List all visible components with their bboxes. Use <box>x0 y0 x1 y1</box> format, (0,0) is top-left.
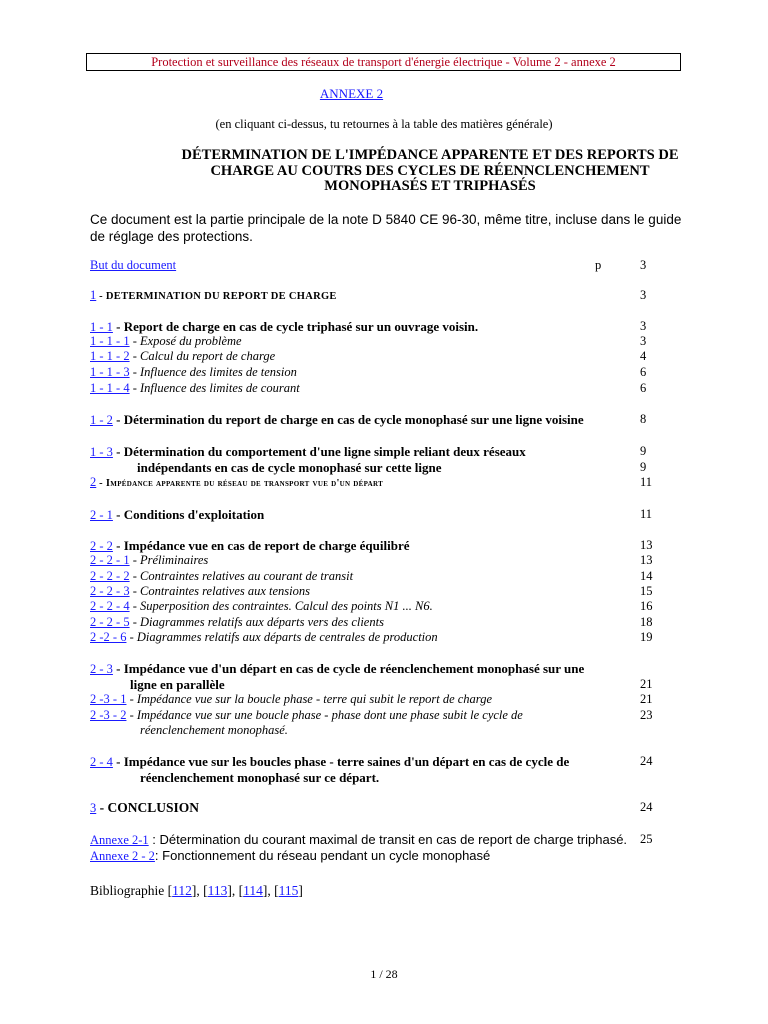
toc-row-1-1-2 <box>90 349 660 364</box>
toc-link-annexe-2-2[interactable]: Annexe 2 - 2 <box>90 849 155 863</box>
bibliography-ref-113[interactable]: 113 <box>207 883 228 898</box>
toc-text: - Conditions d'exploitation <box>112 507 265 522</box>
toc-page: 3 <box>640 319 647 333</box>
toc-row-1-3 <box>90 444 660 460</box>
toc-page: 9 <box>640 460 647 474</box>
toc-page: 21 <box>640 692 653 706</box>
toc-row-2-2 <box>90 538 660 554</box>
toc-page: 15 <box>640 584 653 598</box>
toc-text: - Contraintes relatives au courant de transit <box>129 569 354 583</box>
toc-row-but <box>90 258 660 273</box>
toc-text: - Impédance vue sur la boucle phase - terre qui subit le report de charge <box>126 692 492 706</box>
toc-text: - Influence des limites de courant <box>129 381 300 395</box>
toc-link-1-2[interactable]: 1 - 2 <box>90 413 113 427</box>
toc-row-1-3-cont <box>90 460 660 476</box>
toc-link-2-1[interactable]: 2 - 1 <box>90 508 113 522</box>
toc-row-1 <box>90 288 660 304</box>
toc-text: réenclenchement monophasé. <box>140 723 288 737</box>
toc-row-2-4-cont <box>90 770 660 786</box>
toc-link-1-3[interactable]: 1 - 3 <box>90 445 113 459</box>
toc-link-2[interactable]: 2 <box>90 475 97 489</box>
toc-text: : Détermination du courant maximal de transit en cas de report de charge triphasé. <box>148 832 628 847</box>
toc-page: 3 <box>640 258 647 272</box>
toc-row-2-2-2 <box>90 569 660 584</box>
toc-page: 11 <box>640 475 653 489</box>
bibliography: Bibliographie [112], [113], [114], [115] <box>90 883 303 898</box>
toc-row-3 <box>90 800 660 816</box>
toc-text: - Diagrammes relatifs aux départs vers des clients <box>129 615 384 629</box>
toc-page: 3 <box>640 334 647 348</box>
toc-text: - Diagrammes relatifs aux départs de centrales de production <box>126 630 438 644</box>
toc-page: 14 <box>640 569 653 583</box>
toc-text: ligne en parallèle <box>130 677 225 692</box>
toc-link-2-3-1[interactable]: 2 -3 - 1 <box>90 692 127 706</box>
toc-link-annexe-2-1[interactable]: Annexe 2-1 <box>90 833 149 847</box>
toc-page: 25 <box>640 832 653 846</box>
toc-text: - Calcul du report de charge <box>129 349 276 363</box>
toc-text: - Préliminaires <box>129 553 209 567</box>
bibliography-ref-112[interactable]: 112 <box>172 883 192 898</box>
toc-row-2-1 <box>90 507 660 523</box>
toc-link-2-2-4[interactable]: 2 - 2 - 4 <box>90 599 130 613</box>
toc-row-2-3-2-cont <box>90 723 660 738</box>
toc-link-2-2-2[interactable]: 2 - 2 - 2 <box>90 569 130 583</box>
toc-text: - Impédance apparente du réseau de transport vue d'un départ <box>96 478 384 489</box>
toc-text: - Influence des limites de tension <box>129 365 297 379</box>
toc-row-2-3-cont <box>90 677 660 693</box>
toc-page: 3 <box>640 288 647 302</box>
toc-link-2-2-5[interactable]: 2 - 2 - 5 <box>90 615 130 629</box>
toc-page: 24 <box>640 754 653 768</box>
annexe-link-container <box>0 86 703 102</box>
toc-page: 13 <box>640 553 653 567</box>
toc-row-1-2 <box>90 412 660 428</box>
toc-link-1[interactable]: 1 <box>90 288 97 302</box>
toc-text: - CONCLUSION <box>96 800 200 815</box>
toc-text: - Report de charge en cas de cycle triphasé sur un ouvrage voisin. <box>112 319 479 334</box>
toc-row-2-3-2 <box>90 708 660 723</box>
toc-row-1-1-3 <box>90 365 660 380</box>
toc-text: - Impédance vue en cas de report de charge équilibré <box>112 538 410 553</box>
annexe-2-link[interactable]: ANNEXE 2 <box>319 86 384 101</box>
toc-row-2-3-1 <box>90 692 660 707</box>
toc-row-2-2-4 <box>90 599 660 614</box>
intro-paragraph: Ce document est la partie principale de la note D 5840 CE 96-30, même titre, incluse dans le guide de réglage des protections. <box>90 212 682 244</box>
toc-text: - Impédance vue d'un départ en cas de cycle de réenclenchement monophasé sur une <box>112 661 585 676</box>
toc-text: - Superposition des contraintes. Calcul des points N1 ... N6. <box>129 599 433 613</box>
document-title <box>160 148 700 195</box>
toc-row-2-2-6 <box>90 630 660 645</box>
toc-page: 6 <box>640 381 647 395</box>
toc-row-2-2-1 <box>90 553 660 568</box>
toc-link-1-1-4[interactable]: 1 - 1 - 4 <box>90 381 130 395</box>
toc-text: réenclenchement monophasé sur ce départ. <box>140 770 380 785</box>
toc-page: 16 <box>640 599 653 613</box>
toc-p-label: p <box>595 258 602 272</box>
toc-row-2-2-5 <box>90 615 660 630</box>
toc-link-1-1-2[interactable]: 1 - 1 - 2 <box>90 349 130 363</box>
toc-row-2 <box>90 475 660 491</box>
toc-link-2-2[interactable]: 2 - 2 <box>90 539 113 553</box>
toc-link-2-3[interactable]: 2 - 3 <box>90 662 113 676</box>
toc-link-1-1-3[interactable]: 1 - 1 - 3 <box>90 365 130 379</box>
toc-row-annexe-2-2 <box>90 848 660 864</box>
toc-link-3[interactable]: 3 <box>90 801 97 815</box>
toc-text: - Contraintes relatives aux tensions <box>129 584 310 598</box>
toc-page: 19 <box>640 630 653 644</box>
toc-page: 8 <box>640 412 647 426</box>
toc-page: 18 <box>640 615 653 629</box>
toc-page: 9 <box>640 444 647 458</box>
toc-page: 6 <box>640 365 647 379</box>
toc-page: 24 <box>640 800 653 814</box>
toc-row-1-1-4 <box>90 381 660 396</box>
toc-text: - Exposé du problème <box>129 334 242 348</box>
toc-page: 13 <box>640 538 653 552</box>
toc-row-2-2-3 <box>90 584 660 599</box>
bibliography-label: Bibliographie <box>90 883 168 898</box>
toc-link-2-2-1[interactable]: 2 - 2 - 1 <box>90 553 130 567</box>
toc-link-2-2-3[interactable]: 2 - 2 - 3 <box>90 584 130 598</box>
page-number: 1 / 28 <box>370 967 398 981</box>
toc-text: - Impédance vue sur les boucles phase - terre saines d'un départ en cas de cycle de <box>112 754 570 769</box>
toc-row-2-3 <box>90 661 660 677</box>
toc-text: - DETERMINATION DU REPORT DE CHARGE <box>96 291 337 302</box>
toc-page: 23 <box>640 708 653 722</box>
return-note: (en cliquant ci-dessus, tu retournes à la table des matières générale) <box>215 117 553 131</box>
toc-text: - Détermination du comportement d'une ligne simple reliant deux réseaux <box>112 444 526 459</box>
bibliography-ref-115[interactable]: 115 <box>278 883 299 898</box>
toc-text: indépendants en cas de cycle monophasé sur cette ligne <box>137 460 442 475</box>
title-line-3: MONOPHASÉS ET TRIPHASÉS <box>324 178 536 194</box>
toc-row-1-1-1 <box>90 334 660 349</box>
toc-link-2-3-2[interactable]: 2 -3 - 2 <box>90 708 127 722</box>
toc-page: 4 <box>640 349 647 363</box>
toc-link-1-1[interactable]: 1 - 1 <box>90 320 113 334</box>
toc-page: 21 <box>640 677 653 691</box>
toc-row-1-1 <box>90 319 660 335</box>
toc-link-but[interactable]: But du document <box>90 258 177 272</box>
toc-link-2-4[interactable]: 2 - 4 <box>90 755 113 769</box>
toc-row-annexe-2-1 <box>90 832 660 848</box>
toc-text: - Impédance vue sur une boucle phase - phase dont une phase subit le cycle de <box>126 708 523 722</box>
bibliography-ref-114[interactable]: 114 <box>243 883 263 898</box>
toc-link-1-1-1[interactable]: 1 - 1 - 1 <box>90 334 130 348</box>
toc-link-2-2-6[interactable]: 2 -2 - 6 <box>90 630 127 644</box>
toc-page: 11 <box>640 507 653 521</box>
page-header: Protection et surveillance des réseaux de transport d'énergie électrique - Volume 2 - annexe 2 <box>86 53 681 71</box>
toc-text: : Fonctionnement du réseau pendant un cycle monophasé <box>154 848 491 863</box>
title-line-2: CHARGE AU COUTRS DES CYCLES DE RÉENNCLENCHEMENT <box>210 162 650 179</box>
toc-text: - Détermination du report de charge en cas de cycle monophasé sur une ligne voisine <box>112 412 584 427</box>
toc-row-2-4 <box>90 754 660 770</box>
title-line-1: DÉTERMINATION DE L'IMPÉDANCE APPARENTE ET DES REPORTS DE <box>181 147 679 163</box>
